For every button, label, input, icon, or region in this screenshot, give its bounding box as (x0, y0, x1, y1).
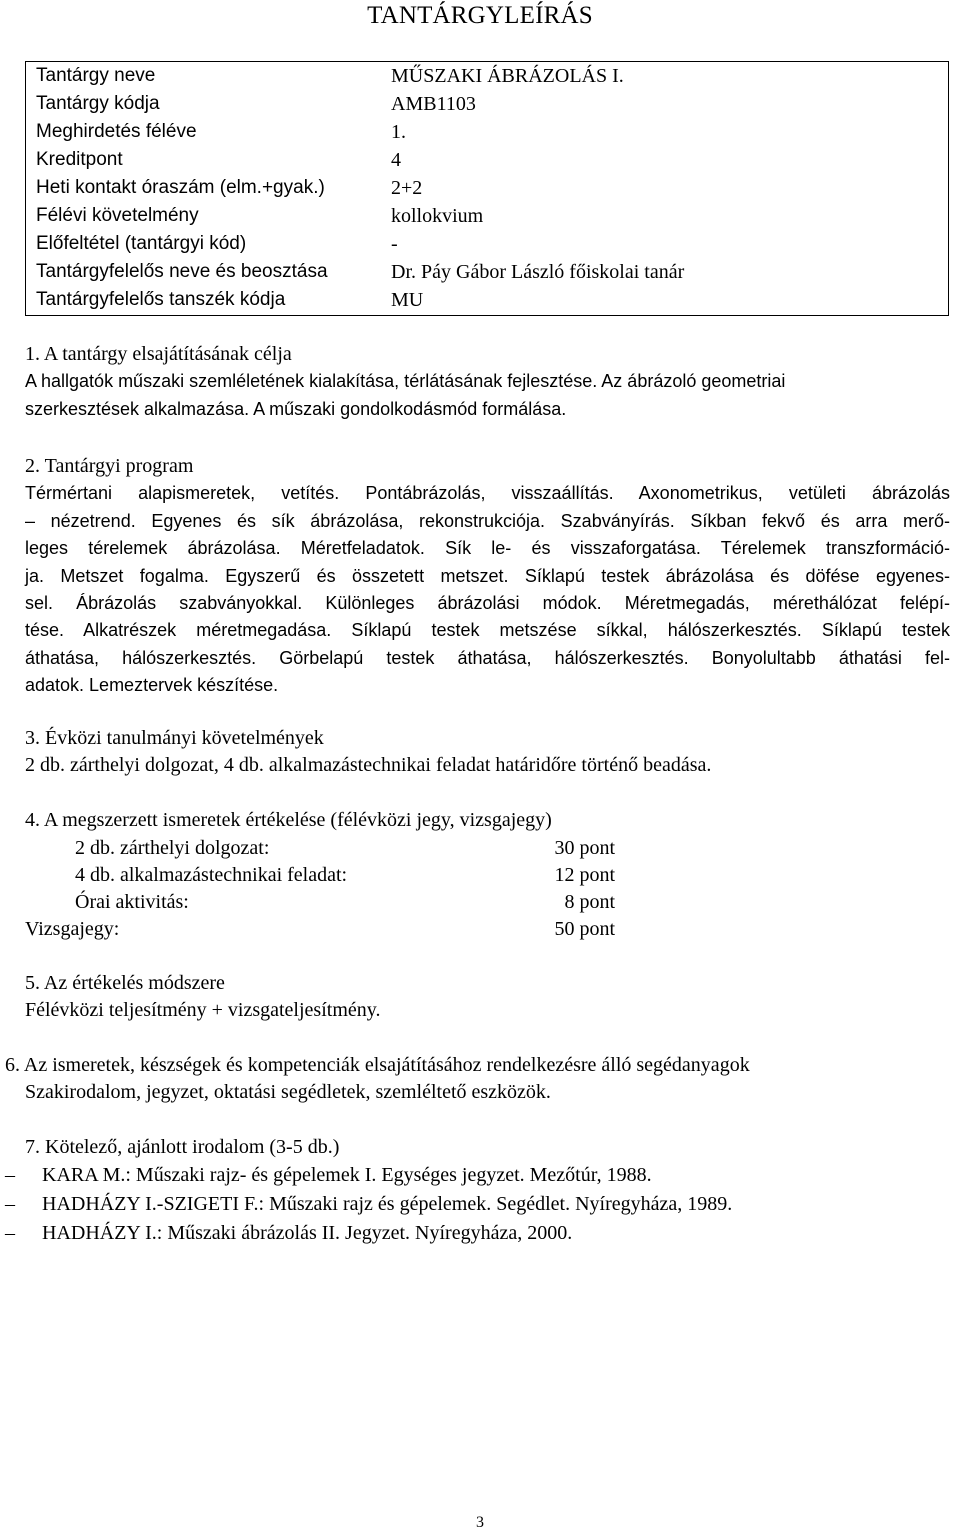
dash-bullet: – (5, 1222, 15, 1244)
info-row-responsible (26, 258, 948, 286)
info-label: Tantárgyfelelős neve és beosztása (36, 261, 328, 282)
text-line: adatok. Lemeztervek készítése. (25, 675, 279, 696)
section-heading: 4. A megszerzett ismeretek értékelése (félévközi jegy, vizsgajegy) (25, 809, 552, 831)
section-heading: 1. A tantárgy elsajátításának célja (25, 343, 292, 365)
section-heading: 6. Az ismeretek, készségek és kompetenciák elsajátításához rendelkezésre álló segédanyagok (5, 1054, 750, 1076)
grade-label: Órai aktivitás: (75, 891, 189, 913)
section-goal (25, 341, 950, 423)
info-row-prerequisite (26, 230, 948, 258)
page-number: 3 (476, 1514, 484, 1531)
literature-text: HADHÁZY I.: Műszaki ábrázolás II. Jegyzet. Nyíregyháza, 2000. (42, 1222, 573, 1244)
section-heading: 7. Kötelező, ajánlott irodalom (3-5 db.) (25, 1136, 340, 1158)
section-evaluation (25, 807, 950, 834)
text-line: Félévközi teljesítmény + vizsgateljesítmény. (25, 999, 381, 1022)
dash-bullet: – (5, 1164, 15, 1186)
section-program (25, 453, 950, 700)
text-line: tése. Alkatrészek méretmegadása. Síklapú testek metszése síkkal, hálószerkesztés. Síklapú testek (25, 620, 950, 641)
info-label: Félévi követelmény (36, 205, 199, 226)
dash-bullet: – (5, 1193, 15, 1215)
text-line: sel. Ábrázolás szabványokkal. Különleges ábrázolási módok. Méretmegadás, mérethálózat felépí- (25, 593, 950, 614)
info-row-requirement (26, 202, 948, 230)
grade-value: 50 pont (554, 918, 615, 940)
text-line: szerkesztések alkalmazása. A műszaki gondolkodásmód formálása. (25, 398, 567, 419)
grade-value: 8 pont (564, 891, 615, 913)
literature-text: HADHÁZY I.-SZIGETI F.: Műszaki rajz és gépelemek. Segédlet. Nyíregyháza, 1989. (42, 1193, 733, 1215)
document-title: TANTÁRGYLEÍRÁS (367, 2, 593, 29)
info-value: 4 (391, 149, 401, 171)
text-line: ja. Metszet fogalma. Egyszerű és összetett metszet. Síklapú testek ábrázolása és döfése egyenes- (25, 565, 950, 586)
info-row-name (26, 62, 948, 90)
section-requirements (25, 725, 950, 780)
text-line: leges térelemek ábrázolása. Méretfeladatok. Sík le- és visszaforgatása. Térelemek transzformáció- (25, 538, 950, 559)
info-label: Heti kontakt óraszám (elm.+gyak.) (36, 177, 325, 198)
info-label: Előfeltétel (tantárgyi kód) (36, 233, 247, 254)
info-row-semester (26, 118, 948, 146)
info-row-hours (26, 174, 948, 202)
info-label: Tantárgy kódja (36, 93, 160, 114)
info-label: Kreditpont (36, 149, 123, 170)
section-heading: 3. Évközi tanulmányi követelmények (25, 727, 324, 749)
info-label: Meghirdetés féléve (36, 121, 197, 142)
info-label: Tantárgy neve (36, 65, 156, 86)
grade-label: 2 db. zárthelyi dolgozat: (75, 837, 270, 859)
section-materials (5, 1052, 930, 1107)
info-value: - (391, 233, 398, 255)
info-value: 2+2 (391, 177, 423, 199)
info-value: kollokvium (391, 205, 484, 227)
section-literature (25, 1134, 950, 1161)
info-value: Dr. Páy Gábor László főiskolai tanár (391, 261, 685, 283)
info-row-code (26, 90, 948, 118)
text-line: Térmértani alapismeretek, vetítés. Pontábrázolás, visszaállítás. Axonometrikus, vetületi ábrázolás (25, 483, 950, 504)
info-value: MŰSZAKI ÁBRÁZOLÁS I. (391, 65, 624, 87)
grade-label: 4 db. alkalmazástechnikai feladat: (75, 864, 348, 886)
info-value: AMB1103 (391, 93, 476, 115)
literature-text: KARA M.: Műszaki rajz- és gépelemek I. Egységes jegyzet. Mezőtúr, 1988. (42, 1164, 652, 1186)
section-heading: 5. Az értékelés módszere (25, 972, 225, 994)
grade-value: 12 pont (554, 864, 615, 886)
section-method (25, 970, 950, 1025)
info-row-department (26, 286, 948, 314)
info-label: Tantárgyfelelős tanszék kódja (36, 289, 286, 310)
info-row-credits (26, 146, 948, 174)
grade-value: 30 pont (554, 837, 615, 859)
text-line: A hallgatók műszaki szemléletének kialakítása, térlátásának fejlesztése. Az ábrázoló geometriai (25, 371, 786, 392)
info-value: 1. (391, 121, 406, 143)
text-line: 2 db. zárthelyi dolgozat, 4 db. alkalmazástechnikai feladat határidőre történő beadása. (25, 754, 712, 777)
text-line: áthatása, hálószerkesztés. Görbelapú testek áthatása, hálószerkesztés. Bonyolultabb áthatási fel- (25, 647, 950, 668)
section-heading: 2. Tantárgyi program (25, 455, 194, 477)
text-line: Szakirodalom, jegyzet, oktatási segédletek, szemléltető eszközök. (25, 1081, 551, 1104)
info-value: MU (391, 289, 424, 311)
text-line: – nézetrend. Egyenes és sík ábrázolása, rekonstrukciója. Szabványírás. Síkban fekvő és arra merő- (25, 510, 950, 531)
grade-label: Vizsgajegy: (25, 918, 120, 940)
subject-info-table (25, 61, 949, 316)
